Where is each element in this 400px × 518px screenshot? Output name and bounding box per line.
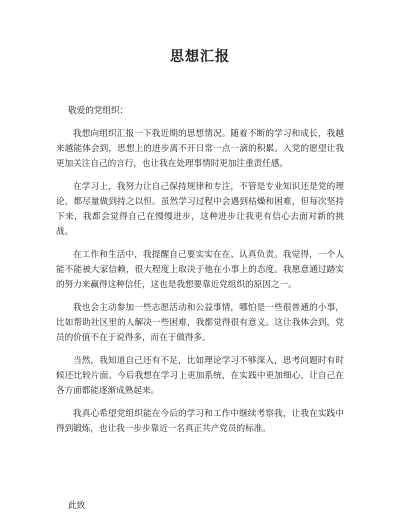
closing: 此致: [68, 501, 86, 511]
paragraph-5: 当然，我知道自己还有不足，比如理论学习不够深入，思考问题时有时候还比较片面。今后我想在学习上更加系统，在实践中更加细心，让自己在各方面都能逐渐成熟起来。: [56, 356, 344, 396]
paragraph-1: 我想向组织汇报一下我近期的思想情况。随着不断的学习和成长，我越来越能体会到，思想上的进步离不开日常一点一滴的积累。入党的愿望让我更加关注自己的言行，也让我在处理事情时更加注重责任感。: [56, 129, 344, 169]
document-title: 思想汇报: [170, 49, 230, 65]
paragraph-3: 在工作和生活中，我提醒自己要实实在在、认真负责。我觉得，一个人能不能被大家信赖，很大程度上取决于他在小事上的态度。我愿意通过踏实的努力来赢得这种信任，这也是我想要靠近党组织的原因之一。: [56, 250, 344, 290]
paragraph-2: 在学习上，我努力让自己保持规律和专注，不管是专业知识还是党的理论，都尽量做到持之以恒。虽然学习过程中会遇到枯燥和困难，但每次坚持下来，我都会觉得自己在慢慢进步，这种进步让我更有信心去面对新的挑战。: [56, 182, 344, 237]
paragraph-6: 我真心希望党组织能在今后的学习和工作中继续考察我，让我在实践中得到锻炼，也让我一步步靠近一名真正共产党员的标准。: [56, 409, 344, 434]
paragraph-4: 我也会主动参加一些志愿活动和公益事情，哪怕是一些很普通的小事，比如帮助社区里的人解决一些困难，我都觉得很有意义。这让我体会到，党员的价值不在于说得多，而在于做得多。: [56, 303, 344, 343]
salutation: 敬爱的党组织：: [68, 106, 129, 116]
